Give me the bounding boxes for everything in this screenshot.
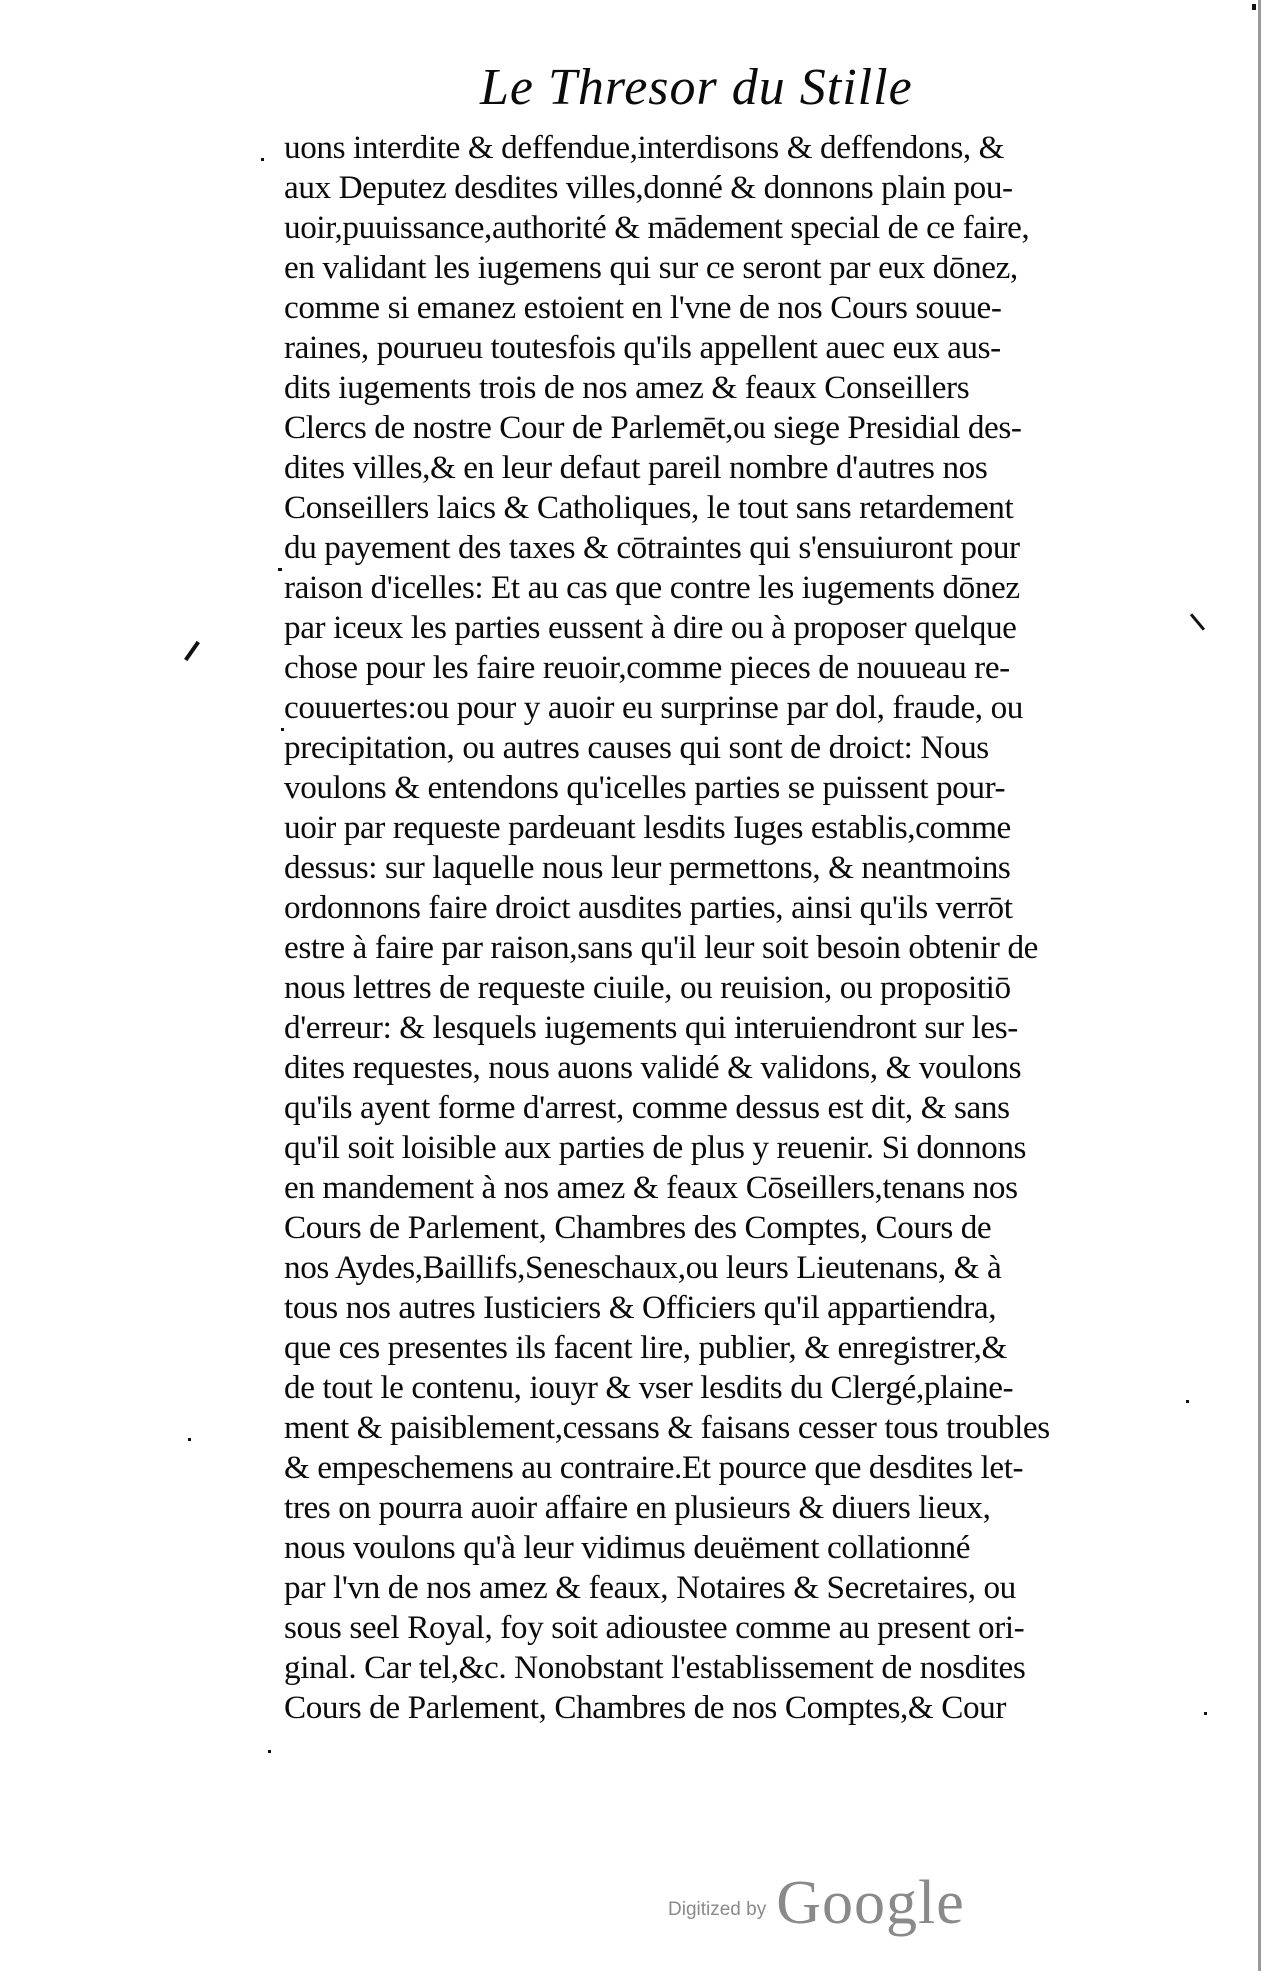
text-line: & empeschemens au contraire.Et pource que desdites let- xyxy=(284,1449,1024,1486)
text-line: ginal. Car tel,&c. Nonobstant l'establissement de nosdites xyxy=(284,1649,1026,1686)
text-line: couuertes:ou pour y auoir eu surprinse par dol, fraude, ou xyxy=(284,689,1023,726)
text-line: Cours de Parlement, Chambres des Comptes, Cours de xyxy=(284,1209,992,1246)
text-line: nous voulons qu'à leur vidimus deuëment collationné xyxy=(284,1529,971,1566)
ink-mark xyxy=(1252,4,1256,10)
ink-speck xyxy=(278,568,282,571)
ink-speck xyxy=(281,728,284,731)
text-line: qu'ils ayent forme d'arrest, comme dessus est dit, & sans xyxy=(284,1089,1010,1126)
ink-speck xyxy=(261,158,264,161)
text-line: Cours de Parlement, Chambres de nos Comptes,& Cour xyxy=(284,1689,1007,1726)
text-line: dessus: sur laquelle nous leur permettons, & neantmoins xyxy=(284,849,1011,886)
running-head: Le Thresor du Stille xyxy=(480,59,913,116)
text-line: qu'il soit loisible aux parties de plus y reuenir. Si donnons xyxy=(284,1129,1027,1166)
text-line: par iceux les parties eussent à dire ou à proposer quelque xyxy=(284,609,1017,646)
ink-speck xyxy=(1186,1400,1189,1403)
text-line: Clercs de nostre Cour de Parlemēt,ou siege Presidial des- xyxy=(284,409,1022,446)
text-line: en validant les iugemens qui sur ce seront par eux dōnez, xyxy=(284,249,1018,286)
text-line: precipitation, ou autres causes qui sont de droict: Nous xyxy=(284,729,989,766)
text-line: en mandement à nos amez & feaux Cōseillers,tenans nos xyxy=(284,1169,1018,1206)
text-line: que ces presentes ils facent lire, publier, & enregistrer,& xyxy=(284,1329,1007,1366)
text-line: uons interdite & deffendue,interdisons & deffendons, & xyxy=(284,129,1005,166)
text-line: raison d'icelles: Et au cas que contre les iugements dōnez xyxy=(284,569,1020,606)
watermark-prefix: Digitized by xyxy=(668,1899,767,1920)
text-line: sous seel Royal, foy soit adioustee comme au present ori- xyxy=(284,1609,1025,1646)
text-line: estre à faire par raison,sans qu'il leur soit besoin obtenir de xyxy=(284,929,1038,966)
text-line: tous nos autres Iusticiers & Officiers qu'il appartiendra, xyxy=(284,1289,997,1326)
text-line: nous lettres de requeste ciuile, ou reuision, ou propositiō xyxy=(284,969,1011,1006)
ink-mark xyxy=(184,641,200,661)
text-line: du payement des taxes & cōtraintes qui s'ensuiuront pour xyxy=(284,529,1020,566)
ink-speck xyxy=(188,1438,191,1441)
text-line: d'erreur: & lesquels iugements qui interuiendront sur les- xyxy=(284,1009,1018,1046)
text-line: chose pour les faire reuoir,comme pieces de nouueau re- xyxy=(284,649,1010,686)
ink-speck xyxy=(1204,1712,1207,1715)
ink-speck xyxy=(268,1750,271,1753)
text-line: uoir par requeste pardeuant lesdits Iuges establis,comme xyxy=(284,809,1011,846)
google-logo: Google xyxy=(776,1869,965,1937)
text-line: Conseillers laics & Catholiques, le tout sans retardement xyxy=(284,489,1014,526)
text-line: dites requestes, nous auons validé & validons, & voulons xyxy=(284,1049,1022,1086)
text-line: uoir,puuissance,authorité & mādement special de ce faire, xyxy=(284,209,1030,246)
text-line: ment & paisiblement,cessans & faisans cesser tous troubles xyxy=(284,1409,1050,1446)
text-line: aux Deputez desdites villes,donné & donnons plain pou- xyxy=(284,169,1013,206)
page-edge-shadow xyxy=(1258,0,1261,1971)
text-line: comme si emanez estoient en l'vne de nos Cours souue- xyxy=(284,289,1002,326)
text-line: par l'vn de nos amez & feaux, Notaires & Secretaires, ou xyxy=(284,1569,1016,1606)
digitized-by-google-watermark xyxy=(668,1868,965,1939)
text-line: ordonnons faire droict ausdites parties, ainsi qu'ils verrōt xyxy=(284,889,1013,926)
text-line: nos Aydes,Baillifs,Seneschaux,ou leurs Lieutenans, & à xyxy=(284,1249,1002,1286)
ink-mark xyxy=(1190,613,1205,630)
text-line: dits iugements trois de nos amez & feaux Conseillers xyxy=(284,369,970,406)
text-line: raines, pourueu toutesfois qu'ils appellent auec eux aus- xyxy=(284,329,1001,366)
text-line: voulons & entendons qu'icelles parties se puissent pour- xyxy=(284,769,1006,806)
text-line: dites villes,& en leur defaut pareil nombre d'autres nos xyxy=(284,449,988,486)
text-line: de tout le contenu, iouyr & vser lesdits du Clergé,plaine- xyxy=(284,1369,1014,1406)
body-text xyxy=(284,128,1164,1728)
text-line: tres on pourra auoir affaire en plusieurs & diuers lieux, xyxy=(284,1489,991,1526)
